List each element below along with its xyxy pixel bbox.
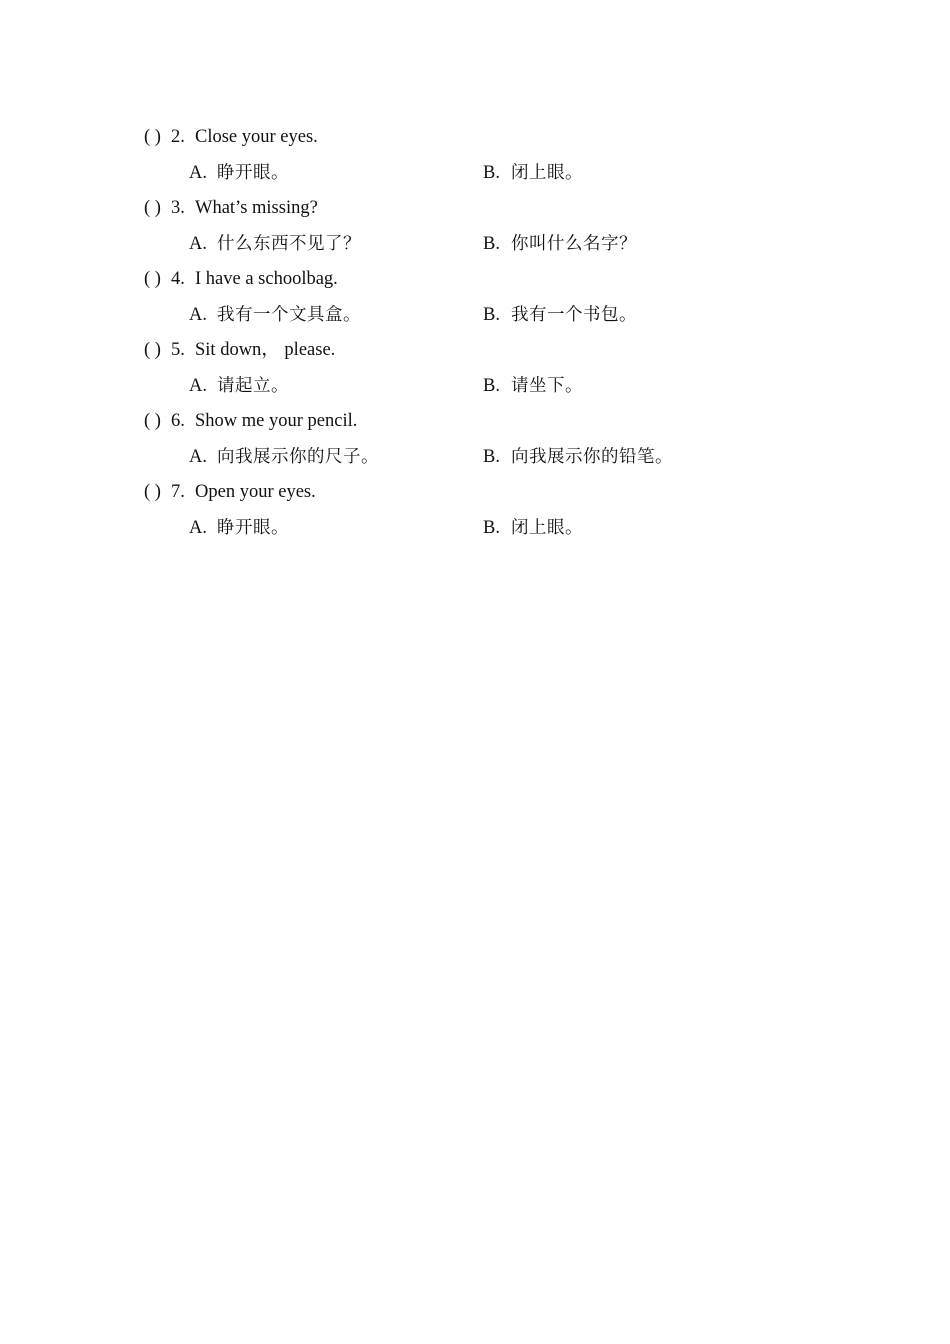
option-a	[189, 301, 361, 329]
option-letter: A.	[189, 375, 207, 396]
option-text: 请起立。	[217, 375, 289, 396]
option-a	[189, 514, 289, 542]
question-number: 3.	[171, 198, 185, 218]
option-text: 闭上眼。	[511, 517, 583, 538]
option-row	[144, 443, 844, 479]
answer-bracket[interactable]: ( )	[144, 340, 161, 360]
option-letter: B.	[483, 375, 500, 396]
question-list	[144, 123, 844, 549]
option-text: 我有一个书包。	[511, 304, 637, 325]
question-stem	[144, 407, 844, 443]
option-row	[144, 159, 844, 195]
question-text: Show me your pencil.	[195, 411, 358, 431]
option-text: 睁开眼。	[217, 162, 289, 183]
question-3	[144, 194, 844, 265]
question-stem	[144, 336, 844, 372]
option-text: 什么东西不见了？	[217, 233, 361, 254]
answer-bracket[interactable]: ( )	[144, 482, 161, 502]
question-number: 6.	[171, 411, 185, 431]
option-b	[483, 443, 673, 471]
question-stem	[144, 478, 844, 514]
option-row	[144, 514, 844, 550]
option-letter: B.	[483, 446, 500, 467]
option-b	[483, 514, 583, 542]
question-number: 5.	[171, 340, 185, 360]
option-text: 向我展示你的尺子。	[217, 446, 379, 467]
question-7	[144, 478, 844, 549]
option-text: 向我展示你的铅笔。	[511, 446, 673, 467]
question-number: 4.	[171, 269, 185, 289]
question-2	[144, 123, 844, 194]
answer-bracket[interactable]: ( )	[144, 198, 161, 218]
question-text: Sit down， please.	[195, 340, 336, 360]
question-stem	[144, 265, 844, 301]
question-number: 7.	[171, 482, 185, 502]
option-text: 睁开眼。	[217, 517, 289, 538]
option-row	[144, 301, 844, 337]
question-text: I have a schoolbag.	[195, 269, 338, 289]
question-text: Close your eyes.	[195, 127, 318, 147]
question-number: 2.	[171, 127, 185, 147]
answer-bracket[interactable]: ( )	[144, 127, 161, 147]
question-text: What’s missing?	[195, 198, 318, 218]
option-text: 闭上眼。	[511, 162, 583, 183]
option-b	[483, 301, 637, 329]
option-row	[144, 230, 844, 266]
option-a	[189, 159, 289, 187]
answer-bracket[interactable]: ( )	[144, 411, 161, 431]
option-letter: B.	[483, 304, 500, 325]
option-a	[189, 443, 379, 471]
option-text: 你叫什么名字？	[511, 233, 637, 254]
question-4	[144, 265, 844, 336]
option-a	[189, 372, 289, 400]
question-6	[144, 407, 844, 478]
option-letter: B.	[483, 162, 500, 183]
option-b	[483, 372, 583, 400]
option-b	[483, 159, 583, 187]
option-letter: A.	[189, 233, 207, 254]
option-letter: A.	[189, 162, 207, 183]
option-letter: A.	[189, 304, 207, 325]
option-text: 我有一个文具盒。	[217, 304, 361, 325]
option-text: 请坐下。	[511, 375, 583, 396]
question-stem	[144, 123, 844, 159]
answer-bracket[interactable]: ( )	[144, 269, 161, 289]
option-row	[144, 372, 844, 408]
option-letter: A.	[189, 446, 207, 467]
option-a	[189, 230, 361, 258]
option-letter: B.	[483, 517, 500, 538]
question-stem	[144, 194, 844, 230]
option-b	[483, 230, 637, 258]
option-letter: A.	[189, 517, 207, 538]
question-text: Open your eyes.	[195, 482, 316, 502]
option-letter: B.	[483, 233, 500, 254]
question-5	[144, 336, 844, 407]
